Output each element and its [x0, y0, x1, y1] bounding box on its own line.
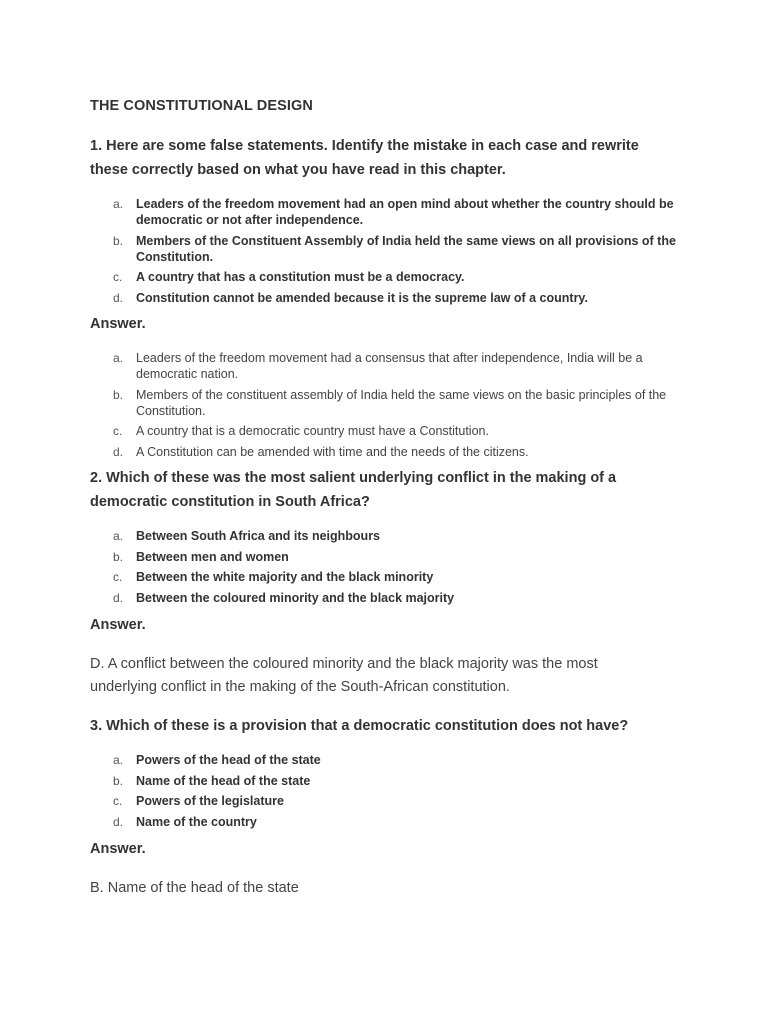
list-item: a. Leaders of the freedom movement had an open mind about whether the country should be democratic or not after independence. [113, 197, 674, 227]
list-item: b. Name of the head of the state [113, 773, 311, 788]
answer-3-text: B. Name of the head of the state [90, 880, 299, 896]
list-item: b. Between men and women [113, 549, 289, 564]
question-3-options [90, 752, 690, 834]
answer-label-2: Answer. [90, 617, 146, 633]
list-item: a. Leaders of the freedom movement had a consensus that after independence, India will be a democratic nation. [113, 351, 643, 381]
question-2-options [90, 528, 690, 610]
question-3: 3. Which of these is a provision that a democratic constitution does not have? [90, 718, 629, 734]
answer-label-3: Answer. [90, 841, 146, 857]
list-item: d. Between the coloured minority and the black majority [113, 590, 455, 605]
document-title: THE CONSTITUTIONAL DESIGN [90, 98, 313, 114]
list-item: b. Members of the constituent assembly of India held the same views on the basic principles of the Constitution. [113, 387, 667, 418]
answer-1-list [90, 350, 690, 464]
list-item: a. Powers of the head of the state [113, 753, 321, 767]
answer-2-text: D. A conflict between the coloured minority and the black majority was the most underlying conflict in the making of the South-African constitution. [90, 656, 598, 695]
answer-label-1: Answer. [90, 316, 146, 332]
list-item: c. Powers of the legislature [113, 794, 284, 808]
list-item: d. Constitution cannot be amended because it is the supreme law of a country. [113, 290, 588, 305]
question-1: 1. Here are some false statements. Identify the mistake in each case and rewrite these correctly based on what you have read in this chapter. [90, 138, 639, 178]
list-item: d. Name of the country [113, 814, 257, 829]
question-2: 2. Which of these was the most salient underlying conflict in the making of a democratic constitution in South Africa? [90, 470, 617, 510]
question-1-options [90, 196, 690, 310]
list-item: c. A country that has a constitution must be a democracy. [113, 270, 465, 284]
list-item: c. A country that is a democratic country must have a Constitution. [113, 424, 489, 438]
list-item: d. A Constitution can be amended with time and the needs of the citizens. [113, 444, 529, 459]
list-item: a. Between South Africa and its neighbours [113, 529, 381, 543]
list-item: b. Members of the Constituent Assembly of India held the same views on all provisions of the Constitution. [113, 233, 676, 264]
list-item: c. Between the white majority and the black minority [113, 570, 434, 584]
